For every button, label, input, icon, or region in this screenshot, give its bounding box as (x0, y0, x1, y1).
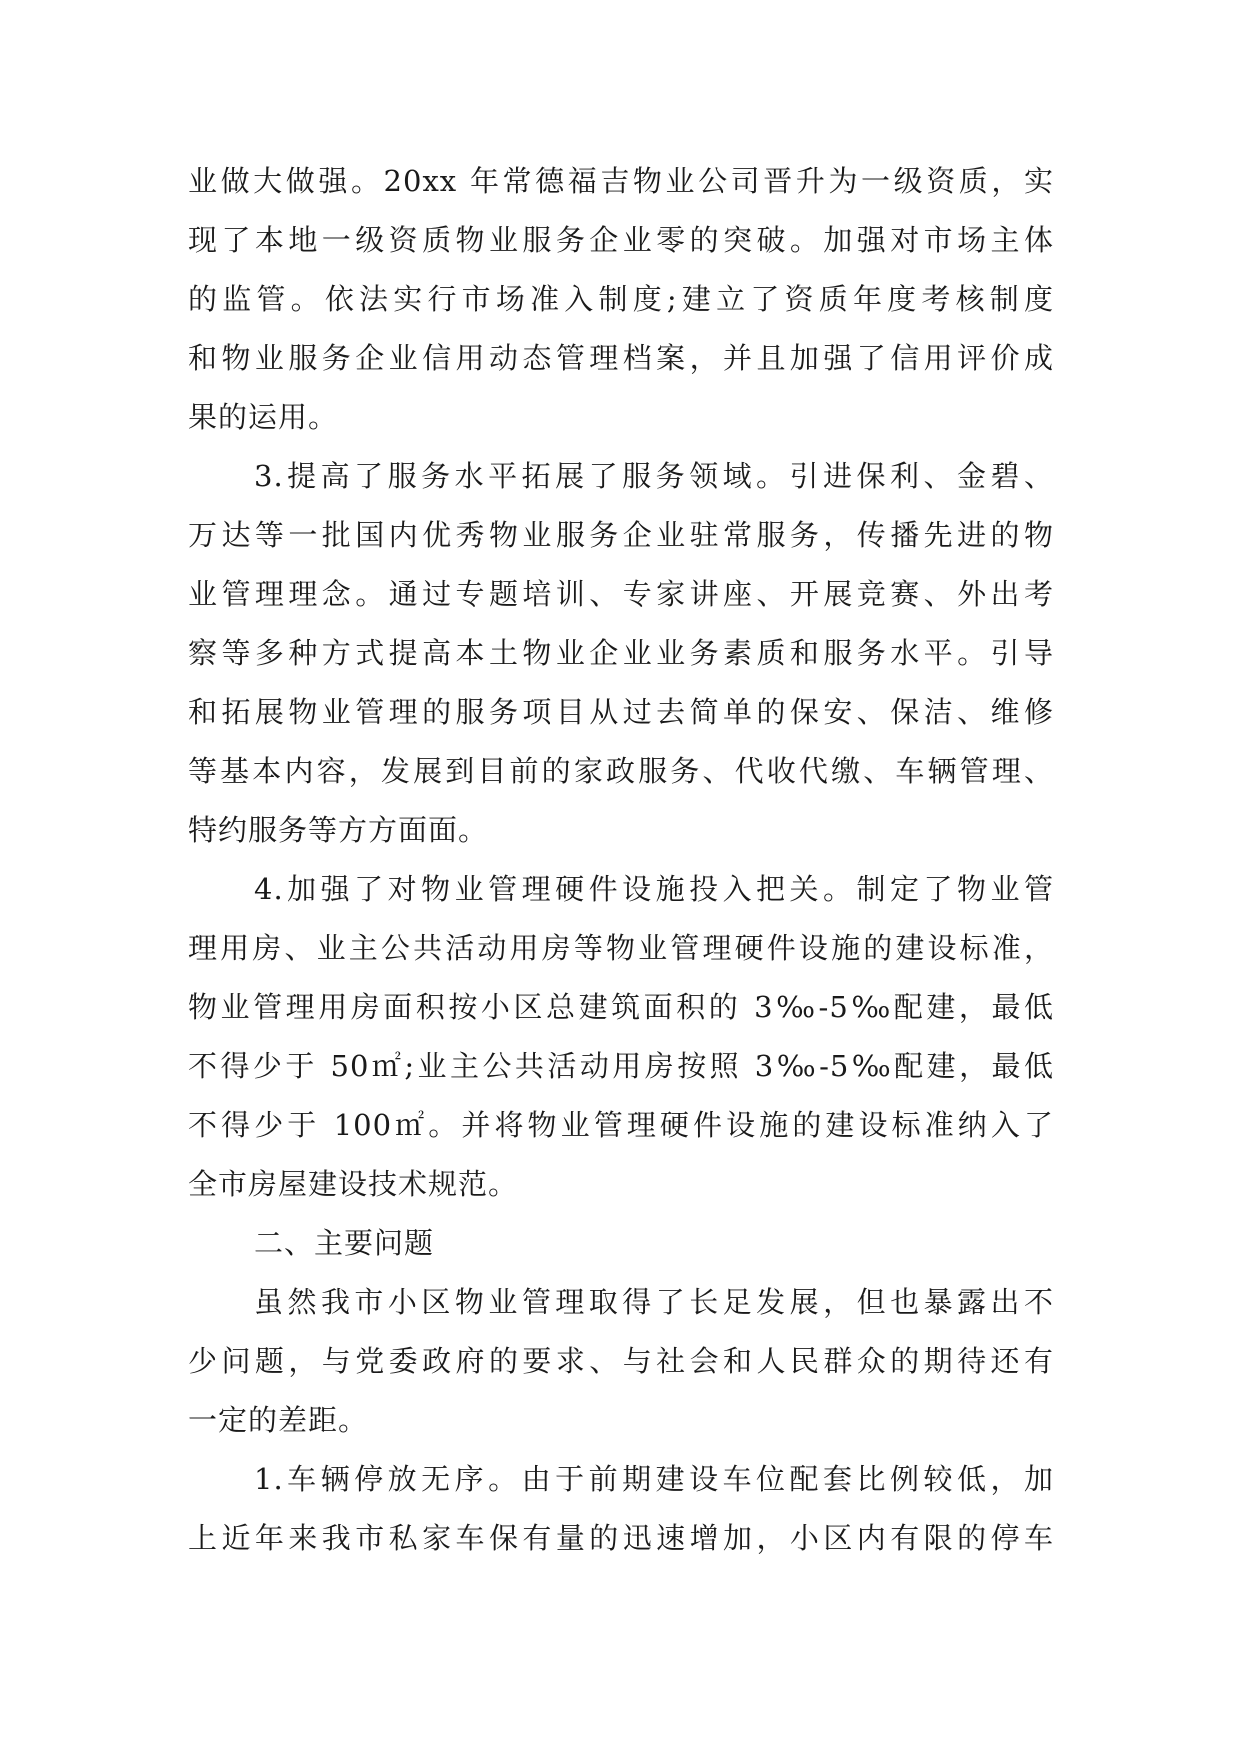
text-line: 二、主要问题 (254, 1226, 435, 1260)
text-line: 理用房、业主公共活动用房等物业管理硬件设施的建设标准， (188, 931, 1054, 965)
text-line: 上近年来我市私家车保有量的迅速增加，小区内有限的停车 (188, 1521, 1054, 1555)
text-line: 虽然我市小区物业管理取得了长足发展，但也暴露出不 (254, 1285, 1054, 1319)
text-line: 察等多种方式提高本土物业企业业务素质和服务水平。引导 (188, 636, 1054, 670)
paragraph (188, 152, 1054, 447)
text-line: 和物业服务企业信用动态管理档案，并且加强了信用评价成 (188, 341, 1054, 375)
text-line: 一定的差距。 (188, 1403, 369, 1437)
text-line: 万达等一批国内优秀物业服务企业驻常服务，传播先进的物 (188, 518, 1054, 552)
text-line: 1.车辆停放无序。由于前期建设车位配套比例较低，加 (254, 1462, 1054, 1496)
paragraph (188, 860, 1054, 1214)
text-line: 3.提高了服务水平拓展了服务领域。引进保利、金碧、 (254, 459, 1054, 493)
text-line: 物业管理用房面积按小区总建筑面积的 3‰-5‰配建，最低 (188, 990, 1054, 1024)
text-line: 不得少于 50㎡;业主公共活动用房按照 3‰-5‰配建，最低 (188, 1049, 1054, 1083)
text-line: 业做大做强。20xx 年常德福吉物业公司晋升为一级资质，实 (188, 164, 1054, 198)
paragraph (188, 447, 1054, 860)
text-line: 特约服务等方方面面。 (188, 813, 489, 847)
text-line: 全市房屋建设技术规范。 (188, 1167, 519, 1201)
text-line: 和拓展物业管理的服务项目从过去简单的保安、保洁、维修 (188, 695, 1054, 729)
section-heading (188, 1214, 1054, 1273)
text-line: 少问题，与党委政府的要求、与社会和人民群众的期待还有 (188, 1344, 1054, 1378)
text-line: 等基本内容，发展到目前的家政服务、代收代缴、车辆管理、 (188, 754, 1054, 788)
text-line: 现了本地一级资质物业服务企业零的突破。加强对市场主体 (188, 223, 1054, 257)
text-line: 不得少于 100㎡。并将物业管理硬件设施的建设标准纳入了 (188, 1108, 1054, 1142)
paragraph (188, 1450, 1054, 1568)
text-line: 4.加强了对物业管理硬件设施投入把关。制定了物业管 (254, 872, 1054, 906)
paragraph (188, 1273, 1054, 1450)
document-body (188, 152, 1054, 1568)
text-line: 业管理理念。通过专题培训、专家讲座、开展竞赛、外出考 (188, 577, 1054, 611)
text-line: 的监管。依法实行市场准入制度;建立了资质年度考核制度 (188, 282, 1054, 316)
text-line: 果的运用。 (188, 400, 339, 434)
